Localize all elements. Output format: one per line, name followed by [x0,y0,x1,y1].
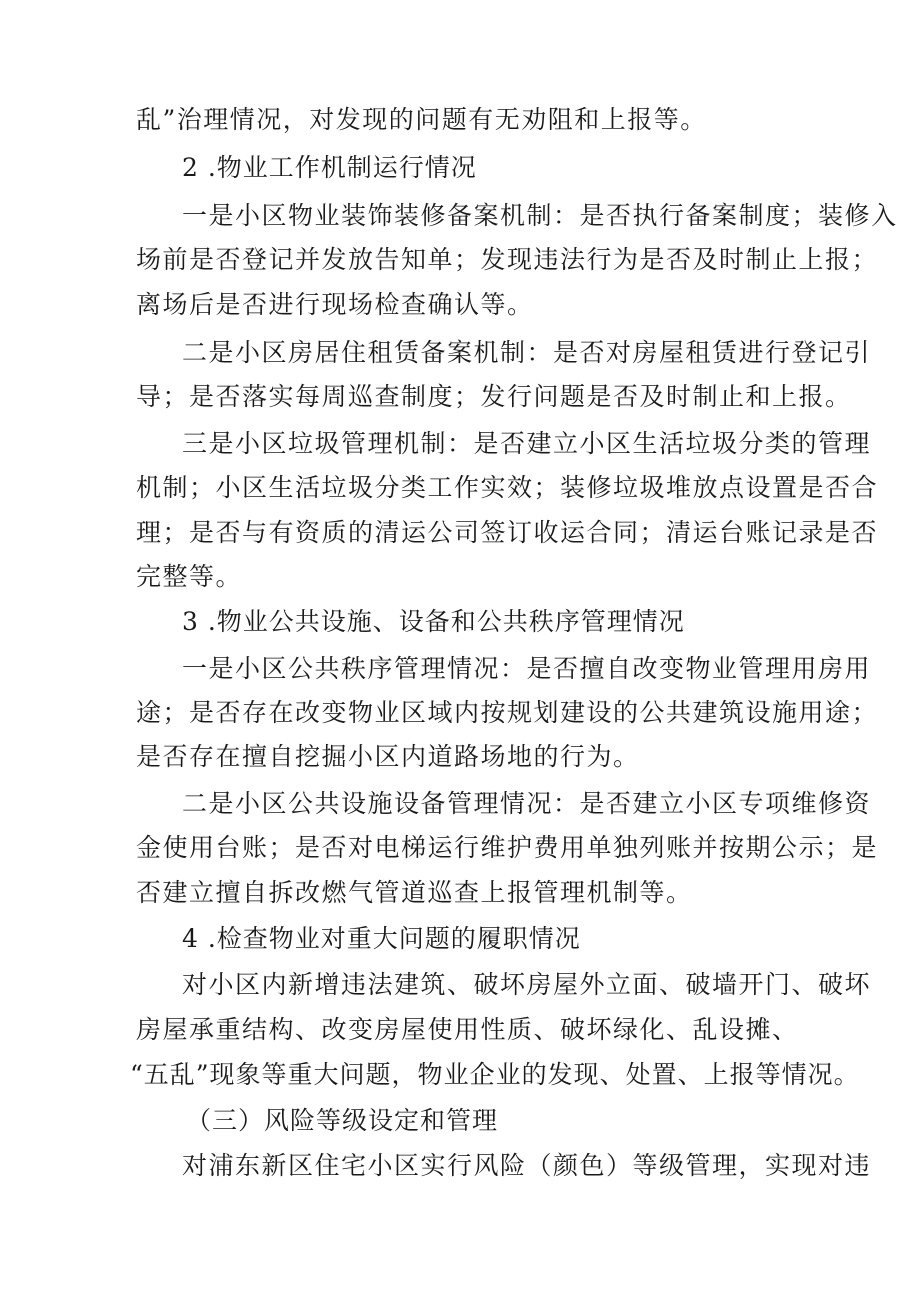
paragraph-line: 场前是否登记并发放告知单；发现违法行为是否及时制止上报； [136,245,879,274]
paragraph-line: 理；是否与有资质的清运公司签订收运合同；清运台账记录是否 [136,518,879,547]
paragraph-line: 金使用台账；是否对电梯运行维护费用单独列账并按期公示；是 [136,833,879,862]
paragraph-line: 一是小区公共秩序管理情况：是否擅自改变物业管理用房用 [182,654,872,683]
paragraph-line: 机制；小区生活垃圾分类工作实效；装修垃圾堆放点设置是否合 [136,473,879,502]
paragraph-line: 房屋承重结构、改变房屋使用性质、破坏绿化、乱设摊、 [136,1015,799,1044]
paragraph-line: 途；是否存在改变物业区域内按规划建设的公共建筑设施用途； [136,698,879,727]
section-heading: 2 .物业工作机制运行情况 [182,153,477,182]
paragraph-line: 三是小区垃圾管理机制：是否建立小区生活垃圾分类的管理 [182,429,872,458]
paragraph-line: 对小区内新增违法建筑、破坏房屋外立面、破墙开门、破坏 [182,970,872,999]
paragraph-line: 完整等。 [136,562,243,591]
section-heading: 3 .物业公共设施、设备和公共秩序管理情况 [182,607,685,636]
paragraph-line: 对浦东新区住宅小区实行风险（颜色）等级管理，实现对违 [182,1151,872,1180]
paragraph-line: 乱”治理情况，对发现的问题有无劝阻和上报等。 [136,105,707,134]
subsection-heading: （三）风险等级设定和管理 [186,1106,499,1135]
paragraph-line: 离场后是否进行现场检查确认等。 [136,290,534,319]
paragraph-line: 二是小区公共设施设备管理情况：是否建立小区专项维修资 [182,789,872,818]
section-heading: 4 .检查物业对重大问题的履职情况 [182,924,581,953]
paragraph-line: 导；是否落实每周巡查制度；发行问题是否及时制止和上报。 [136,382,852,411]
paragraph-line: 否建立擅自拆改燃气管道巡查上报管理机制等。 [136,878,693,907]
paragraph-line: 二是小区房居住租赁备案机制：是否对房屋租赁进行登记引 [182,338,872,367]
paragraph-line: “五乱”现象等重大问题，物业企业的发现、处置、上报等情况。 [130,1060,860,1089]
paragraph-line: 是否存在擅自挖掘小区内道路场地的行为。 [136,742,640,771]
paragraph-line: 一是小区物业装饰装修备案机制：是否执行备案制度；装修入 [182,201,898,230]
